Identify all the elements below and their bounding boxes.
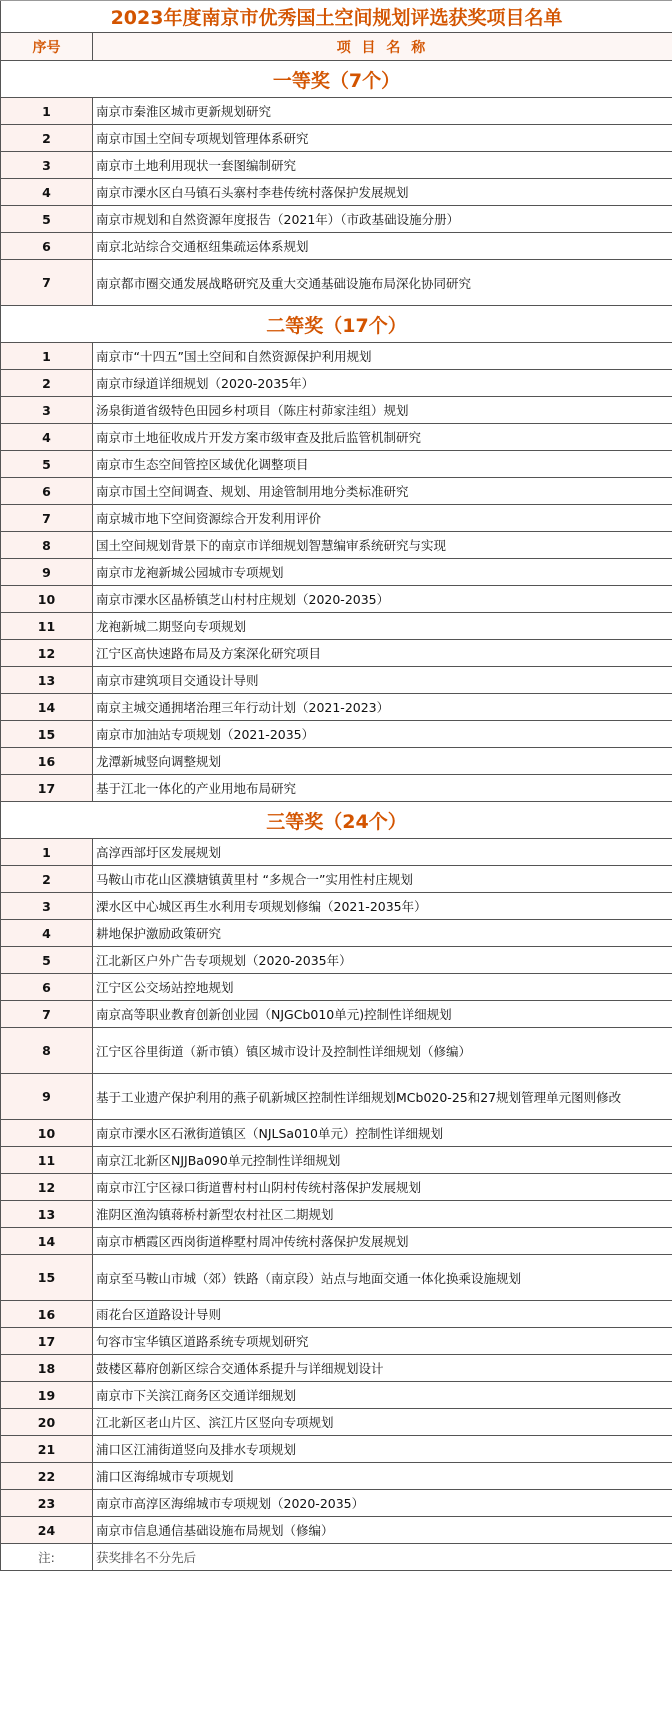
row-number: 4	[1, 179, 93, 206]
row-number: 3	[1, 397, 93, 424]
table-row	[1, 866, 672, 893]
project-name: 南京城市地下空间资源综合开发利用评价	[93, 505, 672, 532]
page-title: 2023年度南京市优秀国土空间规划评选获奖项目名单	[1, 1, 672, 33]
table-row	[1, 1147, 672, 1174]
table-row	[1, 1228, 672, 1255]
row-number: 9	[1, 1074, 93, 1120]
project-name: 南京市生态空间管控区域优化调整项目	[93, 451, 672, 478]
row-number: 9	[1, 559, 93, 586]
table-row	[1, 1328, 672, 1355]
project-name: 浦口区海绵城市专项规划	[93, 1463, 672, 1490]
project-name: 耕地保护激励政策研究	[93, 920, 672, 947]
section-heading-row	[1, 306, 672, 343]
project-name: 鼓楼区幕府创新区综合交通体系提升与详细规划设计	[93, 1355, 672, 1382]
table-row	[1, 343, 672, 370]
table-row	[1, 667, 672, 694]
row-number: 18	[1, 1355, 93, 1382]
table-row	[1, 152, 672, 179]
project-name: 南京市绿道详细规划（2020-2035年）	[93, 370, 672, 397]
project-name: 南京市溧水区石湫街道镇区（NJLSa010单元）控制性详细规划	[93, 1120, 672, 1147]
table-row	[1, 451, 672, 478]
row-number: 23	[1, 1490, 93, 1517]
table-row	[1, 920, 672, 947]
table-row	[1, 233, 672, 260]
project-name: 南京市国土空间专项规划管理体系研究	[93, 125, 672, 152]
row-number: 6	[1, 233, 93, 260]
row-number: 1	[1, 343, 93, 370]
table-row	[1, 1028, 672, 1074]
project-name: 溧水区中心城区再生水利用专项规划修编（2021-2035年）	[93, 893, 672, 920]
table-row	[1, 179, 672, 206]
column-header-num: 序号	[1, 33, 93, 61]
table-row	[1, 1001, 672, 1028]
column-header-name: 项 目 名 称	[93, 33, 672, 61]
table-row	[1, 893, 672, 920]
row-number: 13	[1, 667, 93, 694]
project-name: 龙袍新城二期竖向专项规划	[93, 613, 672, 640]
row-number: 15	[1, 721, 93, 748]
row-number: 24	[1, 1517, 93, 1544]
table-row	[1, 532, 672, 559]
row-number: 5	[1, 451, 93, 478]
row-number: 12	[1, 640, 93, 667]
project-name: 南京市土地利用现状一套图编制研究	[93, 152, 672, 179]
project-name: 江宁区公交场站控地规划	[93, 974, 672, 1001]
table-row	[1, 586, 672, 613]
project-name: 南京都市圈交通发展战略研究及重大交通基础设施布局深化协同研究	[93, 260, 672, 306]
project-name: 南京市土地征收成片开发方案市级审查及批后监管机制研究	[93, 424, 672, 451]
row-number: 14	[1, 694, 93, 721]
project-name: 南京市规划和自然资源年度报告（2021年）（市政基础设施分册）	[93, 206, 672, 233]
table-row	[1, 1255, 672, 1301]
project-name: 南京江北新区NJJBa090单元控制性详细规划	[93, 1147, 672, 1174]
row-number: 4	[1, 920, 93, 947]
table-row	[1, 424, 672, 451]
project-name: 浦口区江浦街道竖向及排水专项规划	[93, 1436, 672, 1463]
project-name: 南京市建筑项目交通设计导则	[93, 667, 672, 694]
row-number: 17	[1, 775, 93, 802]
project-name: 基于工业遗产保护利用的燕子矶新城区控制性详细规划MCb020-25和27规划管理单元图则修改	[93, 1074, 672, 1120]
table-row	[1, 559, 672, 586]
project-name: 基于江北一体化的产业用地布局研究	[93, 775, 672, 802]
table-row	[1, 640, 672, 667]
table-row	[1, 1490, 672, 1517]
project-name: 江北新区老山片区、滨江片区竖向专项规划	[93, 1409, 672, 1436]
row-number: 5	[1, 206, 93, 233]
row-number: 6	[1, 974, 93, 1001]
table-row	[1, 206, 672, 233]
table-row	[1, 694, 672, 721]
project-name: 句容市宝华镇区道路系统专项规划研究	[93, 1328, 672, 1355]
project-name: 江北新区户外广告专项规划（2020-2035年）	[93, 947, 672, 974]
row-number: 21	[1, 1436, 93, 1463]
table-row	[1, 1301, 672, 1328]
row-number: 10	[1, 1120, 93, 1147]
table-row	[1, 775, 672, 802]
project-name: 雨花台区道路设计导则	[93, 1301, 672, 1328]
project-name: 国土空间规划背景下的南京市详细规划智慧编审系统研究与实现	[93, 532, 672, 559]
table-row	[1, 478, 672, 505]
project-name: 南京市江宁区禄口街道曹村村山阴村传统村落保护发展规划	[93, 1174, 672, 1201]
project-name: 南京市高淳区海绵城市专项规划（2020-2035）	[93, 1490, 672, 1517]
row-number: 3	[1, 152, 93, 179]
row-number: 10	[1, 586, 93, 613]
project-name: 南京市下关滨江商务区交通详细规划	[93, 1382, 672, 1409]
project-name: 南京市溧水区白马镇石头寨村李巷传统村落保护发展规划	[93, 179, 672, 206]
table-row	[1, 1463, 672, 1490]
row-number: 15	[1, 1255, 93, 1301]
table-row	[1, 98, 672, 125]
project-name: 汤泉街道省级特色田园乡村项目（陈庄村茆家洼组）规划	[93, 397, 672, 424]
row-number: 8	[1, 532, 93, 559]
row-number: 13	[1, 1201, 93, 1228]
section-heading-row	[1, 61, 672, 98]
project-name: 南京市加油站专项规划（2021-2035）	[93, 721, 672, 748]
project-name: 江宁区谷里街道（新市镇）镇区城市设计及控制性详细规划（修编）	[93, 1028, 672, 1074]
row-number: 20	[1, 1409, 93, 1436]
row-number: 16	[1, 748, 93, 775]
project-name: 南京至马鞍山市城（郊）铁路（南京段）站点与地面交通一体化换乘设施规划	[93, 1255, 672, 1301]
project-name: 龙潭新城竖向调整规划	[93, 748, 672, 775]
table-row	[1, 505, 672, 532]
row-number: 2	[1, 866, 93, 893]
header-row	[1, 33, 672, 61]
project-name: 淮阴区渔沟镇蒋桥村新型农村社区二期规划	[93, 1201, 672, 1228]
table-row	[1, 721, 672, 748]
title-row	[1, 1, 672, 33]
table-row	[1, 1074, 672, 1120]
table-row	[1, 1201, 672, 1228]
row-number: 3	[1, 893, 93, 920]
table-row	[1, 974, 672, 1001]
row-number: 7	[1, 260, 93, 306]
section-heading: 三等奖（24个）	[1, 802, 672, 839]
note-text: 获奖排名不分先后	[93, 1544, 672, 1571]
project-name: 南京北站综合交通枢纽集疏运体系规划	[93, 233, 672, 260]
row-number: 6	[1, 478, 93, 505]
table-row	[1, 1517, 672, 1544]
row-number: 14	[1, 1228, 93, 1255]
table-row	[1, 613, 672, 640]
project-name: 江宁区高快速路布局及方案深化研究项目	[93, 640, 672, 667]
project-name: 南京市“十四五”国土空间和自然资源保护利用规划	[93, 343, 672, 370]
note-label: 注:	[1, 1544, 93, 1571]
row-number: 4	[1, 424, 93, 451]
project-name: 南京市溧水区晶桥镇芝山村村庄规划（2020-2035）	[93, 586, 672, 613]
project-name: 马鞍山市花山区濮塘镇黄里村 “多规合一”实用性村庄规划	[93, 866, 672, 893]
row-number: 7	[1, 505, 93, 532]
table-row	[1, 947, 672, 974]
row-number: 16	[1, 1301, 93, 1328]
table-row	[1, 1436, 672, 1463]
row-number: 5	[1, 947, 93, 974]
table-row	[1, 839, 672, 866]
row-number: 8	[1, 1028, 93, 1074]
row-number: 12	[1, 1174, 93, 1201]
row-number: 19	[1, 1382, 93, 1409]
table-row	[1, 1120, 672, 1147]
row-number: 1	[1, 98, 93, 125]
table-row	[1, 125, 672, 152]
row-number: 2	[1, 370, 93, 397]
row-number: 11	[1, 613, 93, 640]
project-name: 南京市栖霞区西岗街道桦墅村周冲传统村落保护发展规划	[93, 1228, 672, 1255]
row-number: 22	[1, 1463, 93, 1490]
row-number: 17	[1, 1328, 93, 1355]
project-name: 南京市秦淮区城市更新规划研究	[93, 98, 672, 125]
row-number: 1	[1, 839, 93, 866]
table-row	[1, 1382, 672, 1409]
project-name: 南京主城交通拥堵治理三年行动计划（2021-2023）	[93, 694, 672, 721]
project-name: 南京高等职业教育创新创业园（NJGCb010单元)控制性详细规划	[93, 1001, 672, 1028]
project-name: 高淳西部圩区发展规划	[93, 839, 672, 866]
table-row	[1, 1409, 672, 1436]
row-number: 2	[1, 125, 93, 152]
table-row	[1, 397, 672, 424]
table-row	[1, 370, 672, 397]
project-name: 南京市信息通信基础设施布局规划（修编）	[93, 1517, 672, 1544]
row-number: 7	[1, 1001, 93, 1028]
section-heading: 一等奖（7个）	[1, 61, 672, 98]
table-row	[1, 260, 672, 306]
table-row	[1, 1174, 672, 1201]
section-heading-row	[1, 802, 672, 839]
table-row	[1, 748, 672, 775]
project-name: 南京市国土空间调查、规划、用途管制用地分类标准研究	[93, 478, 672, 505]
section-heading: 二等奖（17个）	[1, 306, 672, 343]
note-row	[1, 1544, 672, 1571]
table-row	[1, 1355, 672, 1382]
project-name: 南京市龙袍新城公园城市专项规划	[93, 559, 672, 586]
row-number: 11	[1, 1147, 93, 1174]
